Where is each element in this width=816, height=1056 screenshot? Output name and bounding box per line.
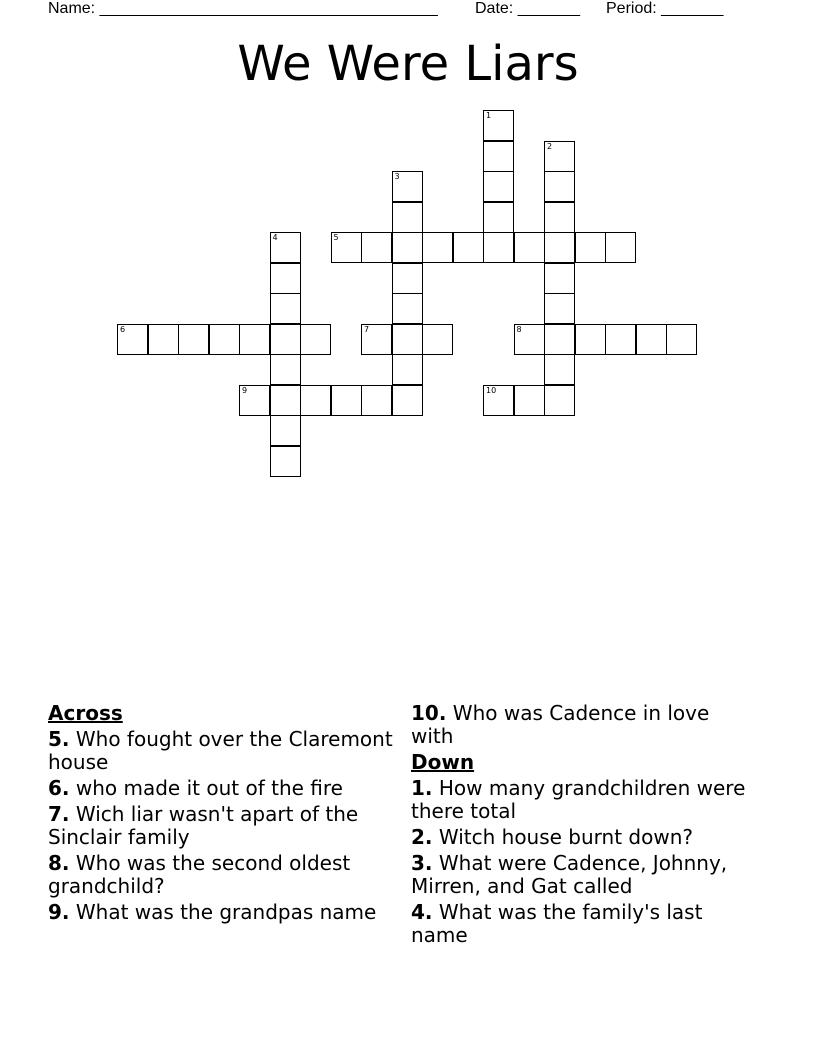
crossword-cell[interactable] — [514, 324, 545, 355]
clue-number: 10 — [486, 385, 497, 395]
crossword-cell[interactable] — [239, 324, 270, 355]
crossword-cell[interactable] — [544, 385, 575, 416]
page-title: We Were Liars — [237, 36, 579, 92]
crossword-cell[interactable] — [270, 324, 301, 355]
crossword-cell[interactable] — [544, 354, 575, 385]
clue-across-5: 5. Who fought over the Claremont house — [48, 727, 393, 774]
crossword-cell[interactable] — [392, 324, 423, 355]
crossword-cell[interactable] — [117, 324, 148, 355]
crossword-cell[interactable] — [483, 232, 514, 263]
crossword-cell[interactable] — [239, 385, 270, 416]
clue-number: 5 — [333, 233, 339, 242]
crossword-cell[interactable] — [270, 415, 301, 446]
crossword-cell[interactable] — [605, 232, 636, 263]
name-field-label: Name: ______________________________________ — [48, 0, 438, 17]
crossword-cell[interactable] — [300, 324, 331, 355]
crossword-cell[interactable] — [392, 202, 423, 233]
crossword-cell[interactable] — [453, 232, 484, 263]
clue-number: 9 — [242, 385, 248, 395]
across-heading: Across — [48, 701, 123, 725]
clue-number: 2 — [547, 141, 553, 151]
clue-across-6: 6. who made it out of the fire — [48, 776, 343, 800]
crossword-cell[interactable] — [270, 354, 301, 385]
crossword-cell[interactable] — [544, 293, 575, 324]
clue-down-4: 4. What was the family's last name — [411, 900, 703, 947]
crossword-cell[interactable] — [270, 293, 301, 324]
clue-number: 3 — [394, 172, 400, 181]
clue-number: 8 — [516, 324, 522, 334]
crossword-cell[interactable] — [483, 141, 514, 172]
crossword-cell[interactable] — [392, 232, 423, 263]
crossword-cell[interactable] — [544, 202, 575, 233]
crossword-cell[interactable] — [209, 324, 240, 355]
clue-across-9: 9. What was the grandpas name — [48, 900, 377, 924]
date-field-label: Date: _______ — [475, 0, 580, 17]
clue-across-8: 8. Who was the second oldest grandchild? — [48, 851, 351, 898]
crossword-cell[interactable] — [148, 324, 179, 355]
clue-number: 1 — [486, 111, 492, 120]
crossword-cell[interactable] — [361, 385, 392, 416]
crossword-cell[interactable] — [483, 385, 514, 416]
crossword-cell[interactable] — [544, 171, 575, 202]
crossword-cell[interactable] — [422, 232, 453, 263]
down-heading: Down — [411, 750, 475, 774]
period-field-label: Period: _______ — [606, 0, 724, 17]
crossword-cell[interactable] — [483, 202, 514, 233]
crossword-cell[interactable] — [392, 293, 423, 324]
clue-number: 6 — [120, 324, 126, 334]
clue-across-10: 10. Who was Cadence in love with — [411, 701, 710, 748]
crossword-grid — [0, 0, 816, 500]
crossword-cell[interactable] — [392, 263, 423, 294]
clues-column-right — [411, 702, 756, 950]
crossword-cell[interactable] — [544, 232, 575, 263]
crossword-cell[interactable] — [331, 385, 362, 416]
crossword-cell[interactable] — [270, 446, 301, 477]
clue-down-1: 1. How many grandchildren were there total — [411, 776, 746, 823]
crossword-cell[interactable] — [544, 141, 575, 172]
crossword-cell[interactable] — [575, 232, 606, 263]
crossword-cell[interactable] — [270, 232, 301, 263]
crossword-cell[interactable] — [636, 324, 667, 355]
clue-across-7: 7. Wich liar wasn't apart of the Sinclair family — [48, 802, 359, 849]
crossword-cell[interactable] — [483, 171, 514, 202]
clue-number: 7 — [364, 324, 370, 334]
crossword-cell[interactable] — [392, 354, 423, 385]
crossword-cell[interactable] — [544, 263, 575, 294]
clues-column-left — [48, 702, 393, 927]
clue-down-3: 3. What were Cadence, Johnny, Mirren, and Gat called — [411, 851, 728, 898]
crossword-cell[interactable] — [392, 385, 423, 416]
crossword-cell[interactable] — [270, 385, 301, 416]
crossword-cell[interactable] — [544, 324, 575, 355]
clue-number: 4 — [272, 233, 278, 242]
crossword-cell[interactable] — [514, 232, 545, 263]
crossword-cell[interactable] — [178, 324, 209, 355]
crossword-cell[interactable] — [514, 385, 545, 416]
crossword-cell[interactable] — [392, 171, 423, 202]
crossword-cell[interactable] — [270, 263, 301, 294]
crossword-cell[interactable] — [605, 324, 636, 355]
clue-down-2: 2. Witch house burnt down? — [411, 825, 694, 849]
crossword-cell[interactable] — [575, 324, 606, 355]
crossword-cell[interactable] — [422, 324, 453, 355]
crossword-cell[interactable] — [666, 324, 697, 355]
crossword-cell[interactable] — [331, 232, 362, 263]
crossword-cell[interactable] — [483, 110, 514, 141]
crossword-cell[interactable] — [361, 232, 392, 263]
crossword-cell[interactable] — [361, 324, 392, 355]
crossword-cell[interactable] — [300, 385, 331, 416]
